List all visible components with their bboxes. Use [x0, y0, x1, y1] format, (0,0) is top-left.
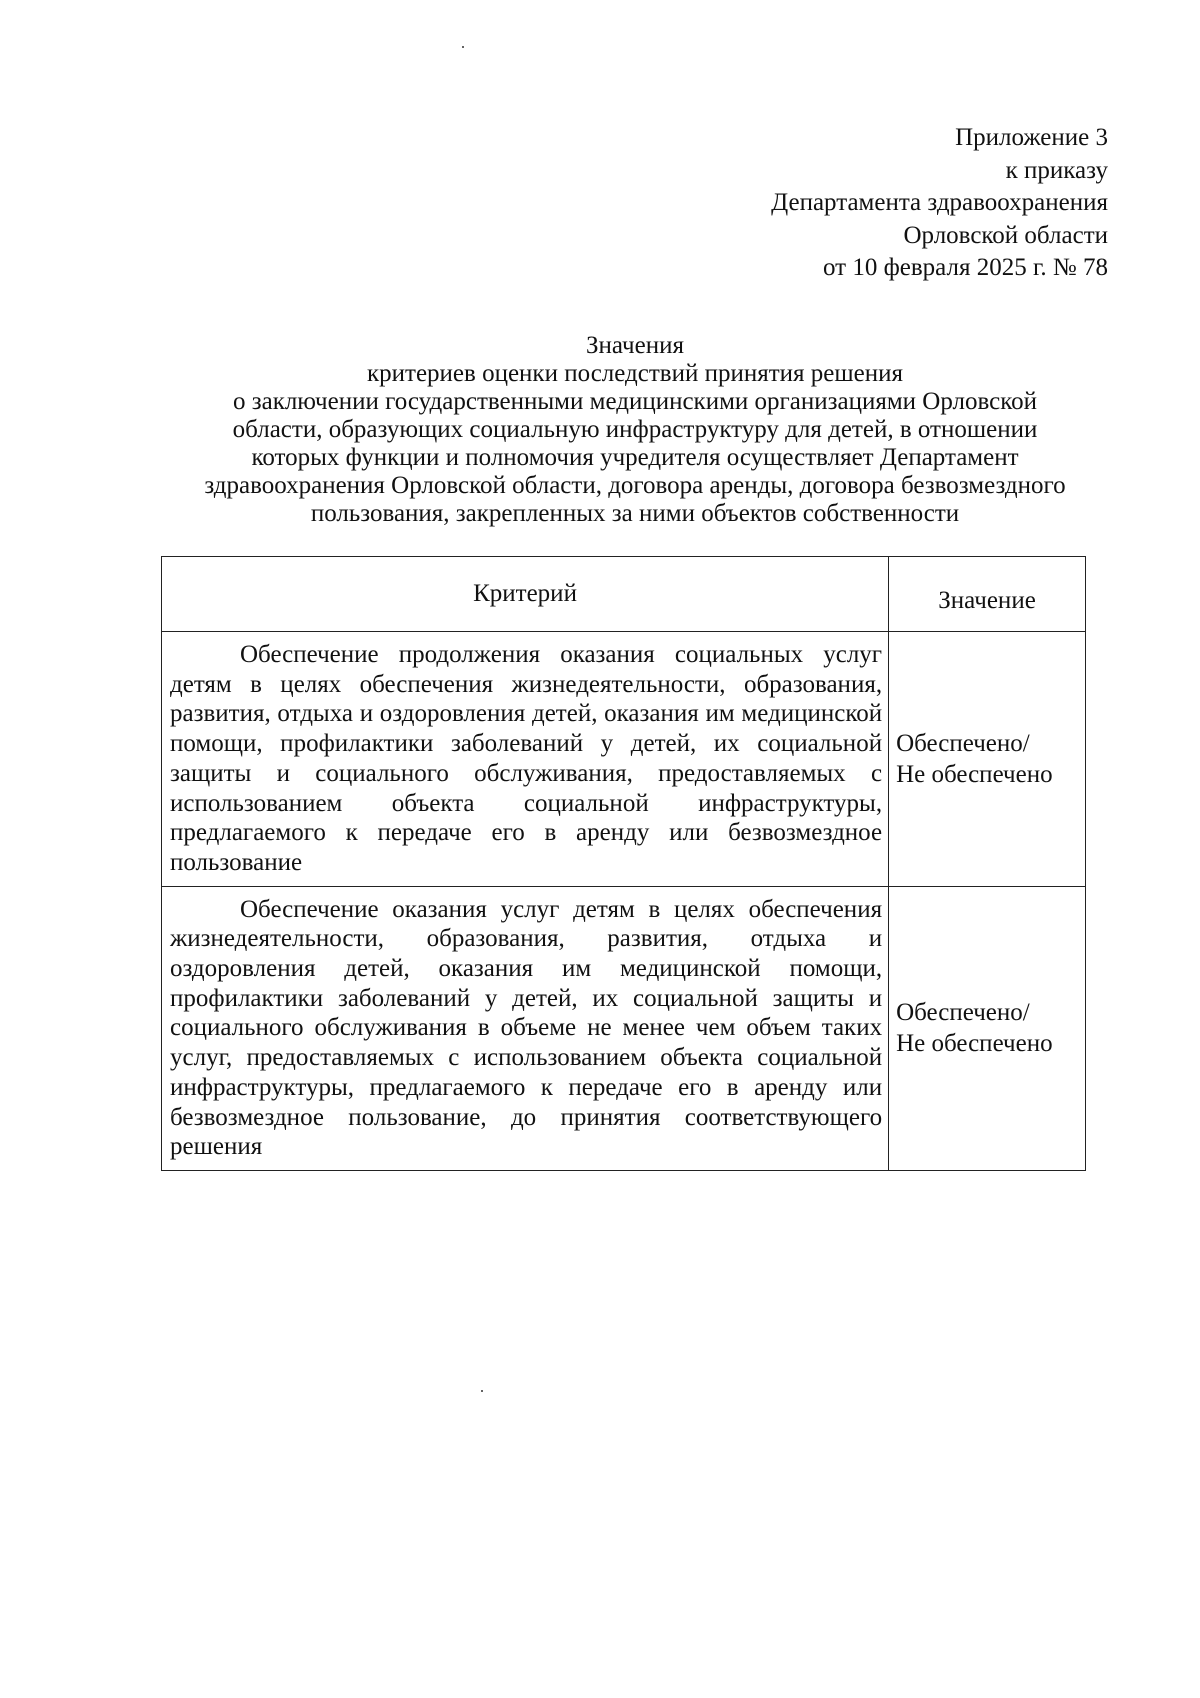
value-cell	[889, 886, 1086, 1170]
criterion-cell: Обеспечение оказания услуг детям в целях обеспечения жизнедеятельности, образования, развития, отдыха и оздоровления детей, оказания им медицинской помощи, профилактики заболеваний у детей, их социальной защиты и социального обслуживания в объеме не менее чем объем таких услуг, предоставляемых с использованием объекта социальной инфраструктуры, предлагаемого к передаче его в аренду или безвозмездное пользование, до принятия соответствующего решения	[162, 886, 889, 1170]
document-title	[170, 332, 1100, 528]
scan-speck	[481, 1390, 483, 1392]
title-line: которых функции и полномочия учредителя осуществляет Департамент	[251, 444, 1019, 471]
value-text: Обеспечено/	[896, 729, 1030, 757]
table-row	[162, 632, 1086, 887]
table-row	[162, 886, 1086, 1170]
value-text: Обеспечено/	[896, 999, 1030, 1027]
annex-number: Приложение 3	[955, 124, 1108, 151]
value-text: Не обеспечено	[896, 1030, 1053, 1058]
criteria-table	[161, 556, 1086, 1171]
annex-region: Орловской области	[903, 221, 1108, 249]
annex-header	[771, 122, 1108, 285]
annex-date-number: от 10 февраля 2025 г. № 78	[822, 254, 1108, 281]
title-line: пользования, закрепленных за ними объектов собственности	[310, 500, 960, 527]
value-cell	[889, 632, 1086, 887]
criterion-cell: Обеспечение продолжения оказания социальных услуг детям в целях обеспечения жизнедеятельности, образования, развития, отдыха и оздоровления детей, оказания им медицинской помощи, профилактики заболеваний у детей, их социальной защиты и социального обслуживания, предоставляемых с использованием объекта социальной инфраструктуры, предлагаемого к передаче его в аренду или безвозмездное пользование	[162, 632, 889, 887]
annex-order-ref: к приказу	[1005, 156, 1108, 184]
value-text: Не обеспечено	[896, 760, 1053, 788]
title-line: здравоохранения Орловской области, договора аренды, договора безвозмездного	[204, 472, 1066, 499]
column-header-value: Значение	[889, 557, 1086, 632]
title-line: Значения	[586, 332, 684, 359]
title-line: о заключении государственными медицинскими организациями Орловской	[232, 388, 1038, 415]
title-line: области, образующих социальную инфраструктуру для детей, в отношении	[232, 416, 1038, 443]
column-header-criterion: Критерий	[162, 557, 889, 632]
annex-department: Департамента здравоохранения	[771, 189, 1108, 216]
table-header-row	[162, 557, 1086, 632]
title-line: критериев оценки последствий принятия решения	[367, 360, 903, 387]
scan-speck	[462, 46, 464, 48]
